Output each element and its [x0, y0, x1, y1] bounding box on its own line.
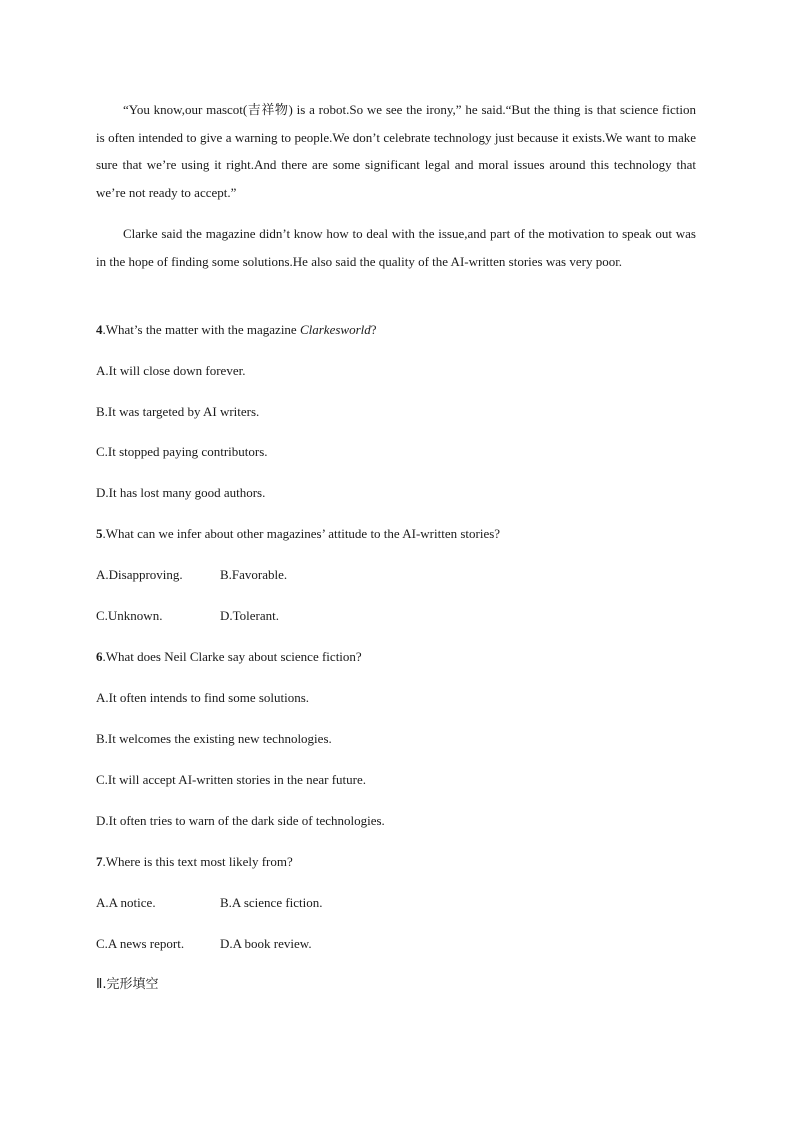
- question-text: .What’s the matter with the magazine: [102, 322, 300, 337]
- question-5-stem: [96, 525, 500, 543]
- q6-option-c: C.It will accept AI-written stories in the near future.: [96, 772, 367, 787]
- q6-option-d: D.It often tries to warn of the dark side of technologies.: [96, 813, 385, 828]
- q4-option-c: C.It stopped paying contributors.: [96, 444, 268, 459]
- q4-option-d: D.It has lost many good authors.: [96, 485, 266, 500]
- question-text-end: ?: [370, 322, 377, 337]
- q6-option-b: B.It welcomes the existing new technologies.: [96, 731, 332, 746]
- q7-option-a: A.A notice.: [96, 895, 156, 910]
- section-heading: Ⅱ.完形填空: [96, 977, 159, 992]
- question-4-stem: [96, 321, 377, 339]
- question-number: 4: [96, 322, 103, 337]
- question-text: .Where is this text most likely from?: [102, 854, 293, 869]
- question-6-stem: [96, 648, 362, 666]
- question-number: 6: [96, 649, 103, 664]
- q5-option-d: D.Tolerant.: [220, 608, 280, 623]
- q5-options-row-2: [96, 607, 280, 625]
- question-number: 7: [96, 854, 103, 869]
- question-text: .What does Neil Clarke say about science fiction?: [102, 649, 362, 664]
- q5-option-c: C.Unknown.: [96, 608, 163, 623]
- q6-option-a: A.It often intends to find some solutions.: [96, 690, 310, 705]
- q7-options-row-2: [96, 935, 312, 953]
- q7-options-row-1: [96, 894, 323, 912]
- q5-options-row-1: [96, 566, 288, 584]
- passage-paragraph-1: “You know,our mascot(吉祥物) is a robot.So we see the irony,” he said.“But the thing is that science fiction is often intended to give a warning to people.We don’t celebrate technology just because it exists.We want to make sure that we’re using it right.And there are some significant legal and moral issues around this technology that we’re not ready to accept.”: [96, 102, 696, 200]
- q7-option-d: D.A book review.: [220, 936, 312, 951]
- q5-option-b: B.Favorable.: [220, 567, 288, 582]
- q4-option-a: A.It will close down forever.: [96, 363, 246, 378]
- q4-option-b: B.It was targeted by AI writers.: [96, 404, 260, 419]
- passage-paragraph-2: Clarke said the magazine didn’t know how to deal with the issue,and part of the motivation to speak out was in the hope of finding some solutions.He also said the quality of the AI-written stories was very poor.: [96, 226, 696, 269]
- q7-option-b: B.A science fiction.: [220, 895, 323, 910]
- q7-option-c: C.A news report.: [96, 936, 185, 951]
- question-number: 5: [96, 526, 103, 541]
- question-7-stem: [96, 853, 293, 871]
- magazine-title: Clarkesworld: [299, 322, 371, 337]
- q5-option-a: A.Disapproving.: [96, 567, 183, 582]
- question-text: .What can we infer about other magazines’ attitude to the AI-written stories?: [102, 526, 501, 541]
